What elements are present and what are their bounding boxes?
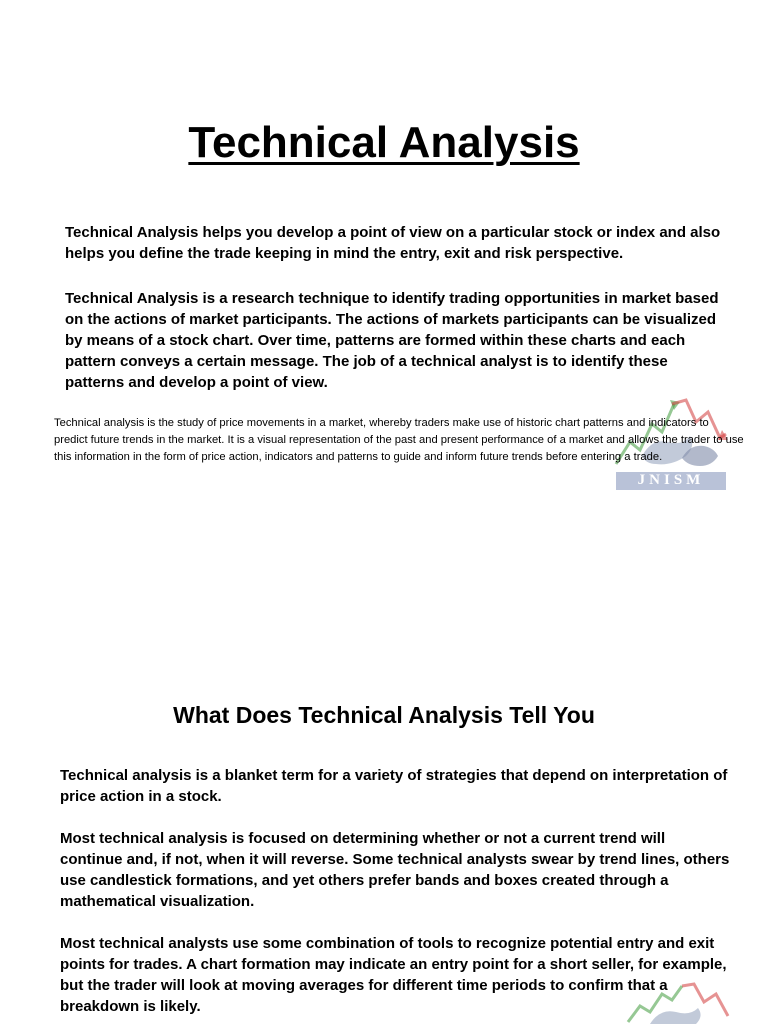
slide-title xyxy=(0,118,768,168)
definition-note: Technical analysis is the study of price movements in a market, whereby traders make use of historic chart patterns and indicators to predict future trends in the market. It is a visual representation of the past and present performance of a market and allows the trader to use this information in the form of price action, indicators and patterns to guide and inform future trends before entering a trade. xyxy=(54,417,744,463)
tools-paragraph: Most technical analysts use some combination of tools to recognize potential entry and exit points for trades. A chart formation may indicate an entry point for a short seller, for example, but the trader will look at moving averages for different time periods to confirm that a breakdown is likely. xyxy=(60,935,727,1015)
blanket-term-paragraph: Technical analysis is a blanket term for a variety of strategies that depend on interpretation of price action in a stock. xyxy=(60,767,728,805)
intro-paragraph: Technical Analysis helps you develop a point of view on a particular stock or index and also helps you define the trade keeping in mind the entry, exit and risk perspective. xyxy=(65,224,721,262)
chart-logo-icon xyxy=(626,982,730,1024)
logo-wordmark: JNISM xyxy=(616,472,726,490)
slide-what-it-tells xyxy=(0,512,768,1024)
definition-paragraph: Technical Analysis is a research technique to identify trading opportunities in market based on the actions of market participants. The actions of markets participants can be visualized by means of a stock chart. Over time, patterns are formed within these charts and each pattern conveys a certain message. The job of a technical analyst is to identify these patterns and develop a point of view. xyxy=(65,290,719,391)
jnism-watermark-logo-partial xyxy=(626,982,730,1024)
trend-paragraph: Most technical analysis is focused on determining whether or not a current trend will continue and, if not, when it will reverse. Some technical analysts swear by trend lines, others use candlestick formations, and yet others prefer bands and boxes created through a mathematical visualization. xyxy=(60,830,730,910)
slide-title: What Does Technical Analysis Tell You xyxy=(173,702,595,728)
slide-title-text: Technical Analysis xyxy=(188,118,580,167)
